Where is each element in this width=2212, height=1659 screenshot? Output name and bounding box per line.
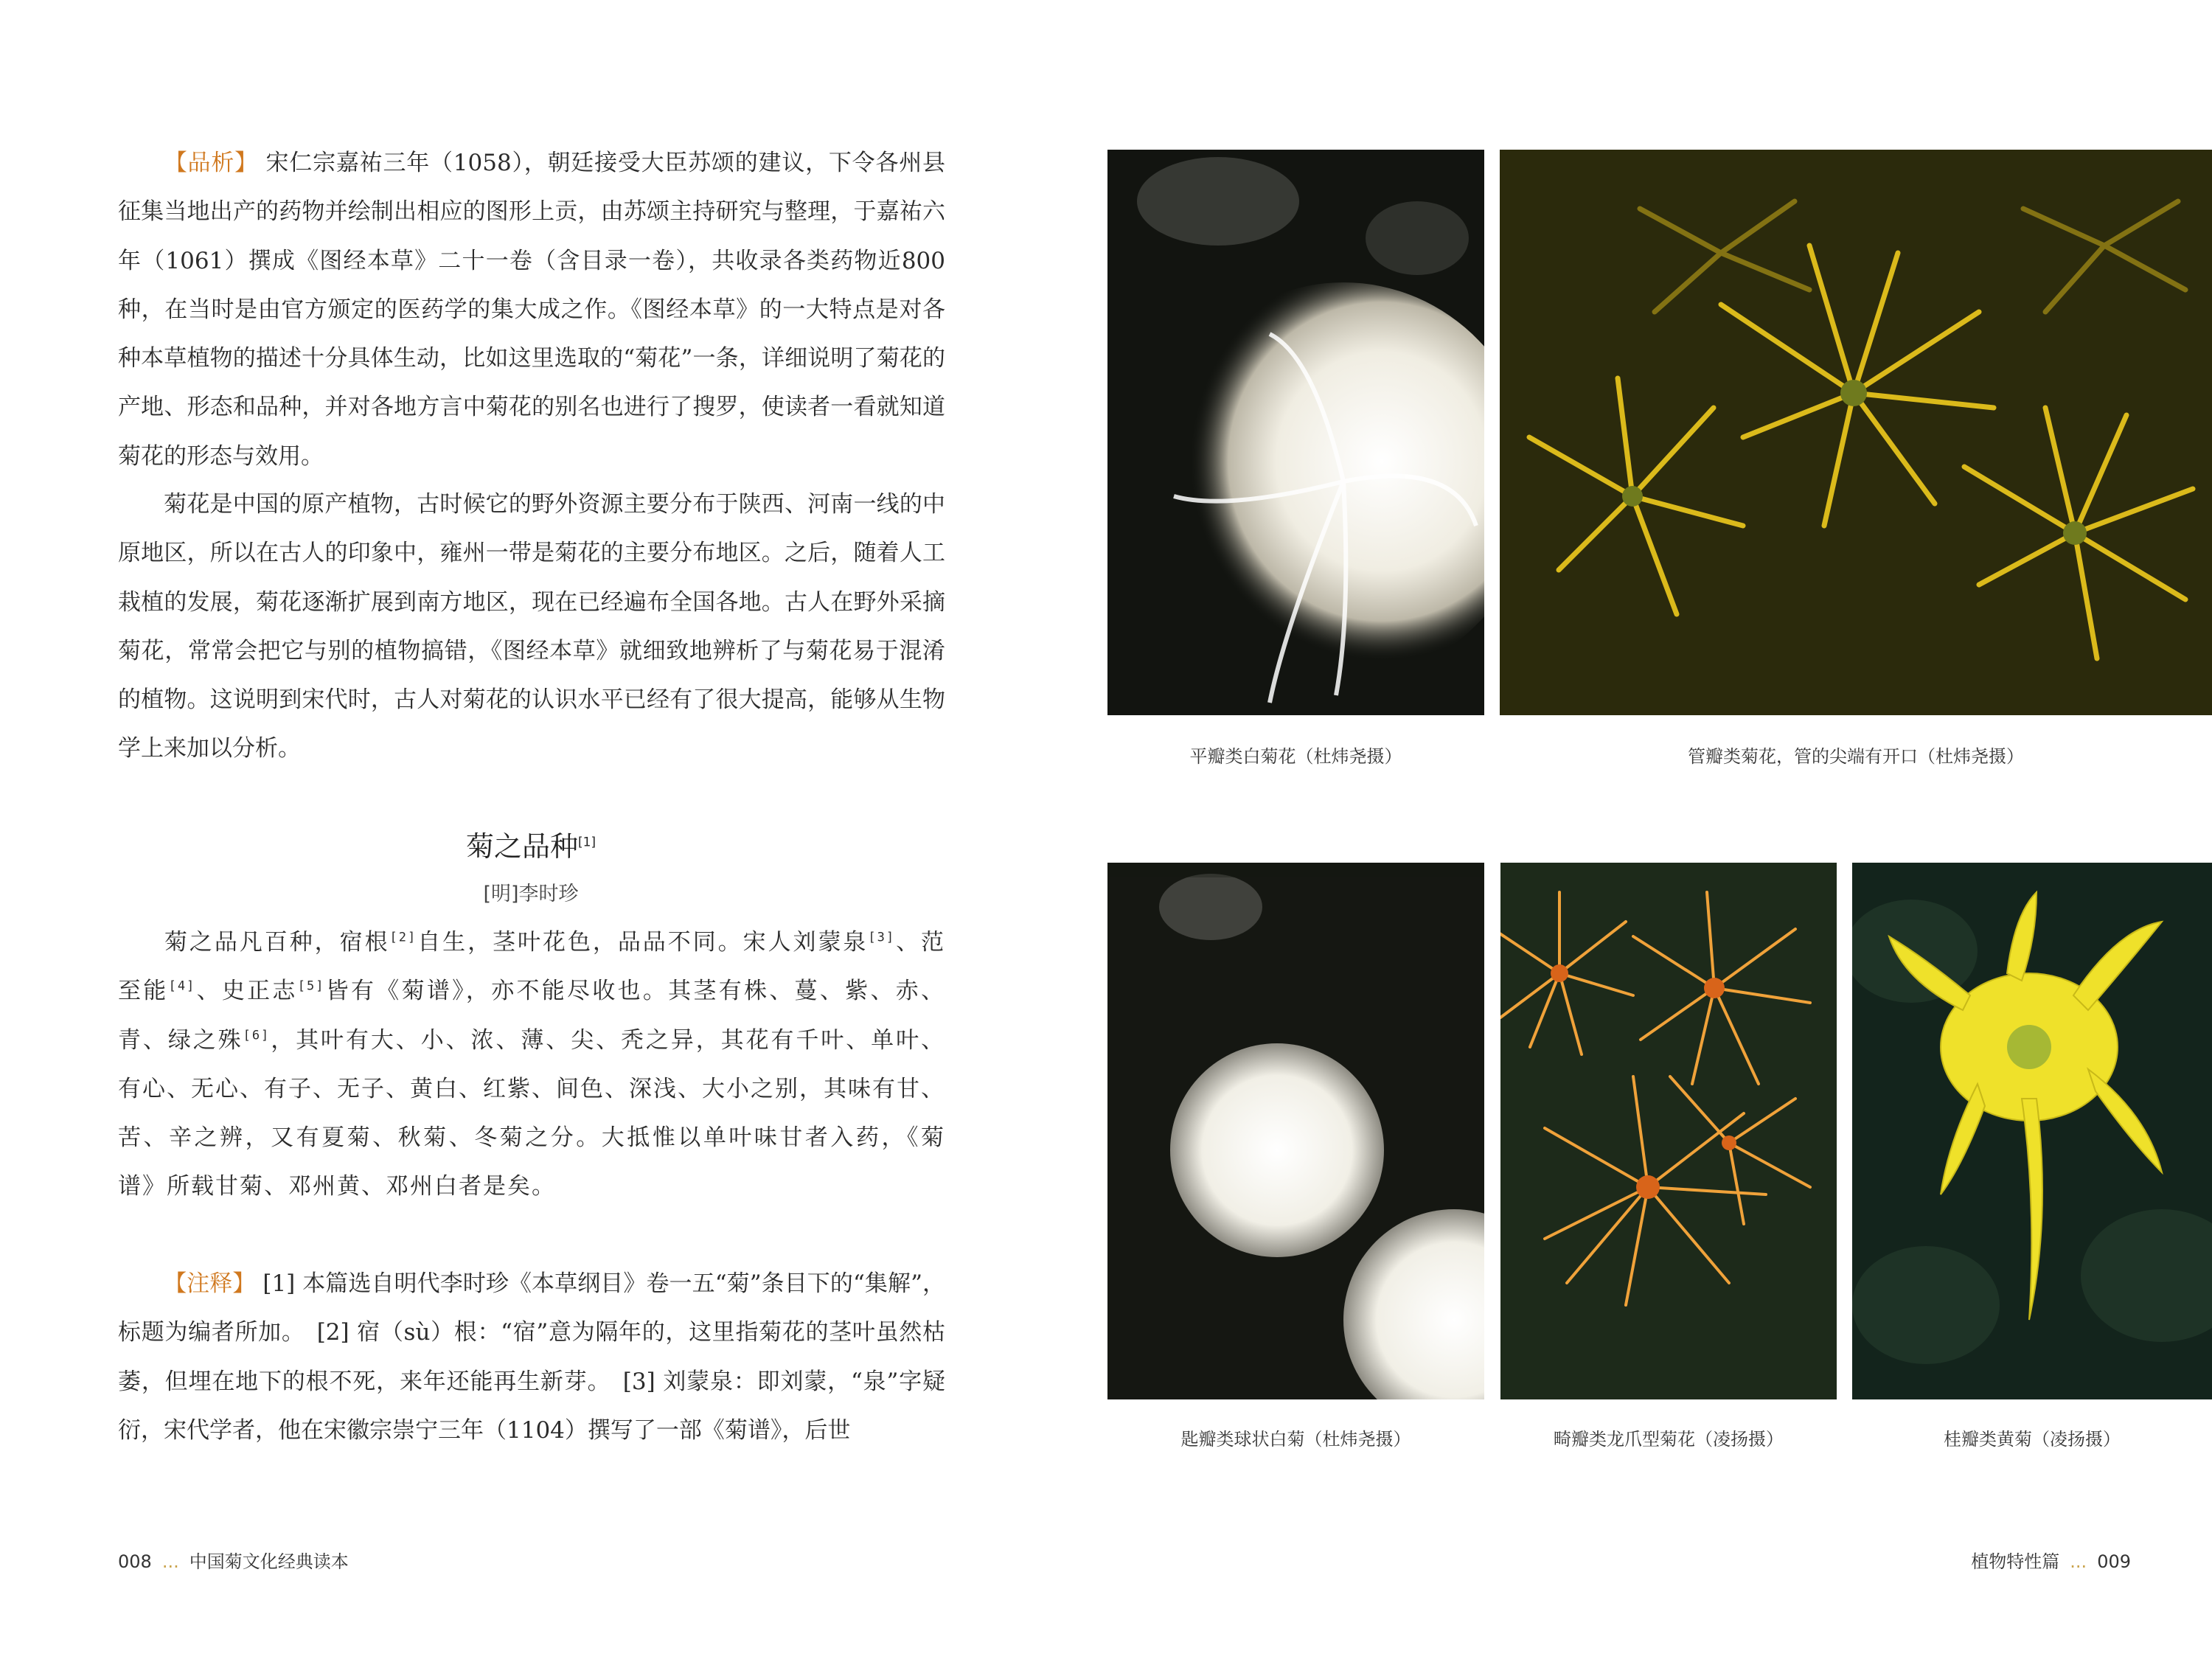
notes-text: [1] 本篇选自明代李时珍《本草纲目》卷一五“菊”条目下的“集解”，标题为编者所加。 [2] 宿（sù）根：“宿”意为隔年的，这里指菊花的茎叶虽然枯萎，但埋在地下的根不死，来年还能再生新芽。 [3] 刘蒙泉：即刘蒙，“泉”字疑衍，宋代学者，他在宋徽宗崇宁三年（1104）撰写了一部《菊谱》，后世 (118, 1270, 946, 1444)
notes-paragraph (118, 1259, 945, 1455)
classical-text: 菊之品凡百种，宿根[2]自生，茎叶花色，品品不同。宋人刘蒙泉[3]、范至能[4]、史正志[5]皆有《菊谱》，亦不能尽收也。其茎有株、蔓、紫、赤、青、绿之殊[6]，其叶有大、小、浓、薄、尖、秃之异，其花有千叶、单叶、有心、无心、有子、无子、黄白、红紫、间色、深浅、大小之别，其味有甘、苦、辛之辨，又有夏菊、秋菊、冬菊之分。大抵惟以单叶味甘者入药，《菊谱》所载甘菊、邓州黄、邓州白者是矣。 (118, 929, 946, 1200)
right-page (1106, 0, 2212, 1659)
page-number-right: 009 (2097, 1551, 2131, 1572)
footnote-mark-2: [2] (389, 930, 417, 945)
notes-tag: 【注释】 (164, 1270, 256, 1297)
footer-left: 008 ... 中国菊文化经典读本 (118, 1551, 349, 1572)
caption-photo-1: 平瓣类白菊花（杜炜尧摄） (1189, 746, 1402, 767)
photo-white-flat-petal (1107, 150, 1484, 715)
analysis-paragraph-1 (118, 139, 945, 481)
photo-yellow-tube-petal (1500, 150, 2212, 715)
footnote-mark-5: [5] (297, 978, 325, 994)
caption-photo-4: 畸瓣类龙爪型菊花（凌扬摄） (1554, 1429, 1784, 1450)
analysis-tag: 【品析】 (164, 150, 258, 176)
photo-white-spoon-petal (1107, 863, 1484, 1399)
page-number-left: 008 (118, 1551, 152, 1572)
title-footnote-mark: [1] (577, 835, 597, 850)
book-title: 中国菊文化经典读本 (189, 1551, 349, 1572)
photo-orange-spider-petal (1500, 863, 1837, 1399)
analysis-text-2: 菊花是中国的原产植物，古时候它的野外资源主要分布于陕西、河南一线的中原地区，所以在古人的印象中，雍州一带是菊花的主要分布地区。之后，随着人工栽植的发展，菊花逐渐扩展到南方地区，现在已经遍布全国各地。古人在野外采摘菊花，常常会把它与别的植物搞错，《图经本草》就细致地辨析了与菊花易于混淆的植物。这说明到宋代时，古人对菊花的认识水平已经有了很大提高，能够从生物学上来加以分析。 (118, 491, 945, 762)
caption-photo-5: 桂瓣类黄菊（凌扬摄） (1944, 1429, 2121, 1450)
photo-yellow-cassia-petal (1852, 863, 2212, 1399)
footer-right: 植物特性篇 ... 009 (1971, 1551, 2131, 1572)
footnote-mark-6: [6] (243, 1028, 271, 1043)
work-heading (0, 824, 1062, 906)
analysis-paragraph-2 (118, 480, 945, 773)
analysis-text-1: 宋仁宗嘉祐三年（1058），朝廷接受大臣苏颂的建议，下令各州县征集当地出产的药物并绘制出相应的图形上贡，由苏颂主持研究与整理，于嘉祐六年（1061）撰成《图经本草》二十一卷（含目录一卷），共收录各类药物近800种，在当时是由官方颁定的医药学的集大成之作。《图经本草》的一大特点是对各种本草植物的描述十分具体生动，比如这里选取的“菊花”一条，详细说明了菊花的产地、形态和品种，并对各地方言中菊花的别名也进行了搜罗，使读者一看就知道菊花的形态与效用。 (118, 150, 946, 470)
work-title: 菊之品种[1] (465, 830, 597, 863)
work-author: [明]李时珍 (483, 883, 579, 905)
footnote-mark-4: [4] (168, 978, 196, 994)
section-title: 植物特性篇 (1971, 1551, 2060, 1572)
caption-photo-3: 匙瓣类球状白菊（杜炜尧摄） (1180, 1429, 1411, 1450)
caption-photo-2: 管瓣类菊花，管的尖端有开口（杜炜尧摄） (1688, 746, 2024, 767)
footnote-mark-3: [3] (868, 930, 896, 945)
